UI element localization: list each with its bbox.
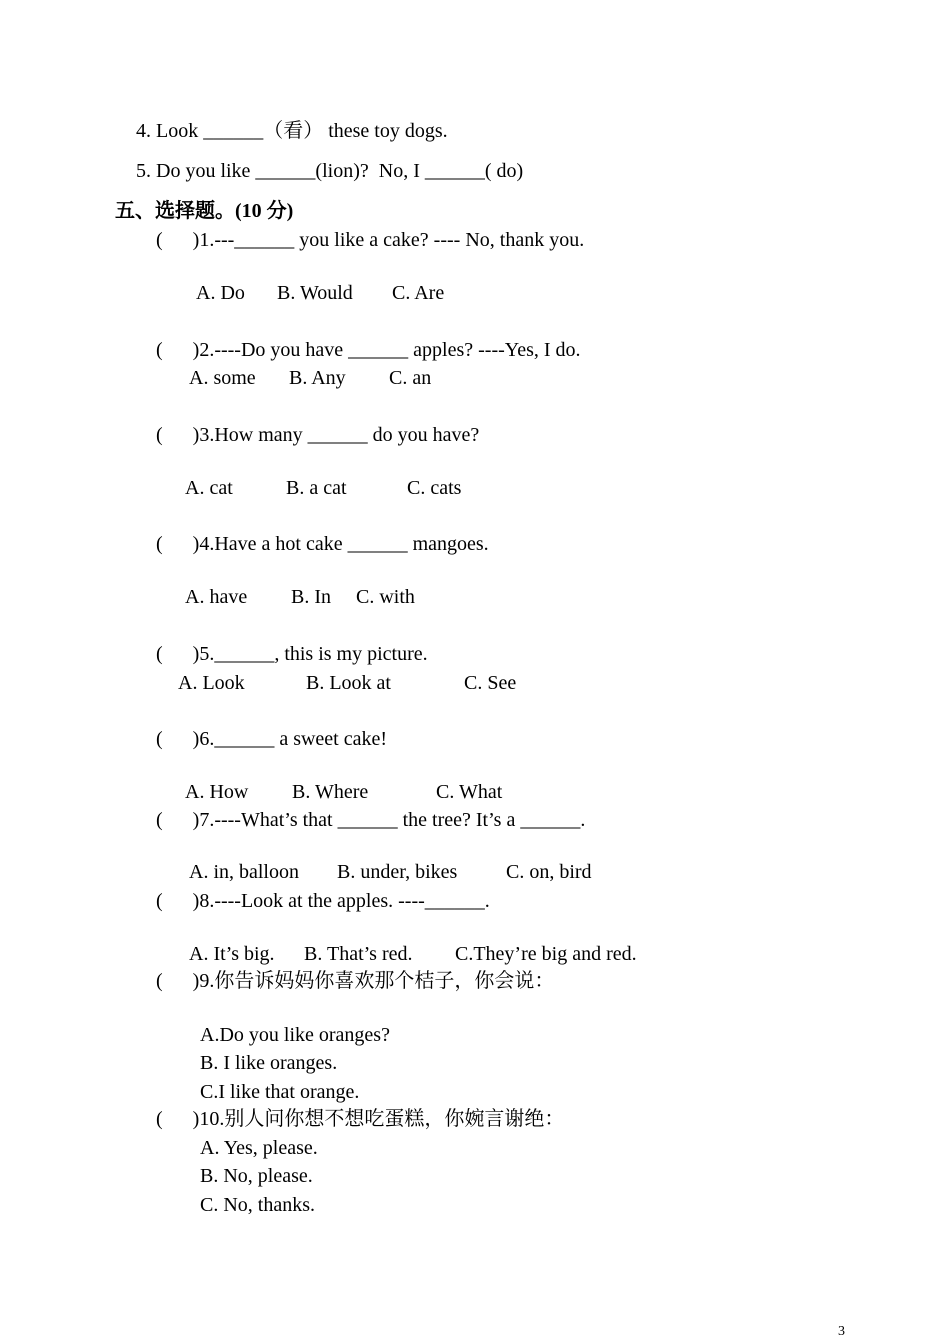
fill-blank-q4: 4. Look ______（看） these toy dogs. <box>136 120 448 142</box>
question-4-option-c: C. with <box>356 586 415 608</box>
question-7-option-c: C. on, bird <box>506 861 592 883</box>
question-8-option-b: B. That’s red. <box>304 943 413 965</box>
question-2-option-b: B. Any <box>289 367 346 389</box>
question-1-stem: ( )1.---______ you like a cake? ---- No, thank you. <box>156 229 585 251</box>
question-5-option-a: A. Look <box>178 672 245 694</box>
question-2-option-a: A. some <box>189 367 256 389</box>
question-9-option-b: B. I like oranges. <box>200 1052 338 1074</box>
section-title: 五、选择题。(10 分) <box>115 200 294 222</box>
question-6-option-c: C. What <box>436 781 503 803</box>
question-7-option-b: B. under, bikes <box>337 861 458 883</box>
question-2-stem: ( )2.----Do you have ______ apples? ----Yes, I do. <box>156 339 581 361</box>
question-3-option-a: A. cat <box>185 477 233 499</box>
question-9-option-c: C.I like that orange. <box>200 1081 360 1103</box>
question-4-stem: ( )4.Have a hot cake ______ mangoes. <box>156 533 489 555</box>
question-6-stem: ( )6.______ a sweet cake! <box>156 728 388 750</box>
page-number: 3 <box>838 1324 845 1339</box>
question-8-stem: ( )8.----Look at the apples. ----______. <box>156 890 490 912</box>
question-4-option-b: B. In <box>291 586 331 608</box>
question-9-option-a: A.Do you like oranges? <box>200 1024 390 1046</box>
question-1-option-a: A. Do <box>196 282 245 304</box>
question-5-option-c: C. See <box>464 672 517 694</box>
fill-blank-q5: 5. Do you like ______(lion)? No, I ______( do) <box>136 160 524 182</box>
question-7-stem: ( )7.----What’s that ______ the tree? It’s a ______. <box>156 809 586 831</box>
question-8-option-a: A. It’s big. <box>189 943 275 965</box>
question-1-option-c: C. Are <box>392 282 445 304</box>
question-10-option-a: A. Yes, please. <box>200 1137 318 1159</box>
question-7-option-a: A. in, balloon <box>189 861 299 883</box>
question-6-option-a: A. How <box>185 781 249 803</box>
question-9-stem: ( )9.你告诉妈妈你喜欢那个桔子，你会说： <box>156 970 555 992</box>
question-3-stem: ( )3.How many ______ do you have? <box>156 424 480 446</box>
question-10-option-c: C. No, thanks. <box>200 1194 315 1216</box>
question-5-option-b: B. Look at <box>306 672 391 694</box>
question-5-stem: ( )5.______, this is my picture. <box>156 643 428 665</box>
question-3-option-c: C. cats <box>407 477 462 499</box>
question-1-option-b: B. Would <box>277 282 353 304</box>
question-2-option-c: C. an <box>389 367 432 389</box>
question-6-option-b: B. Where <box>292 781 369 803</box>
question-10-option-b: B. No, please. <box>200 1165 313 1187</box>
question-3-option-b: B. a cat <box>286 477 347 499</box>
question-8-option-c: C.They’re big and red. <box>455 943 637 965</box>
question-4-option-a: A. have <box>185 586 248 608</box>
question-10-stem: ( )10.别人问你想不想吃蛋糕，你婉言谢绝： <box>156 1108 565 1130</box>
